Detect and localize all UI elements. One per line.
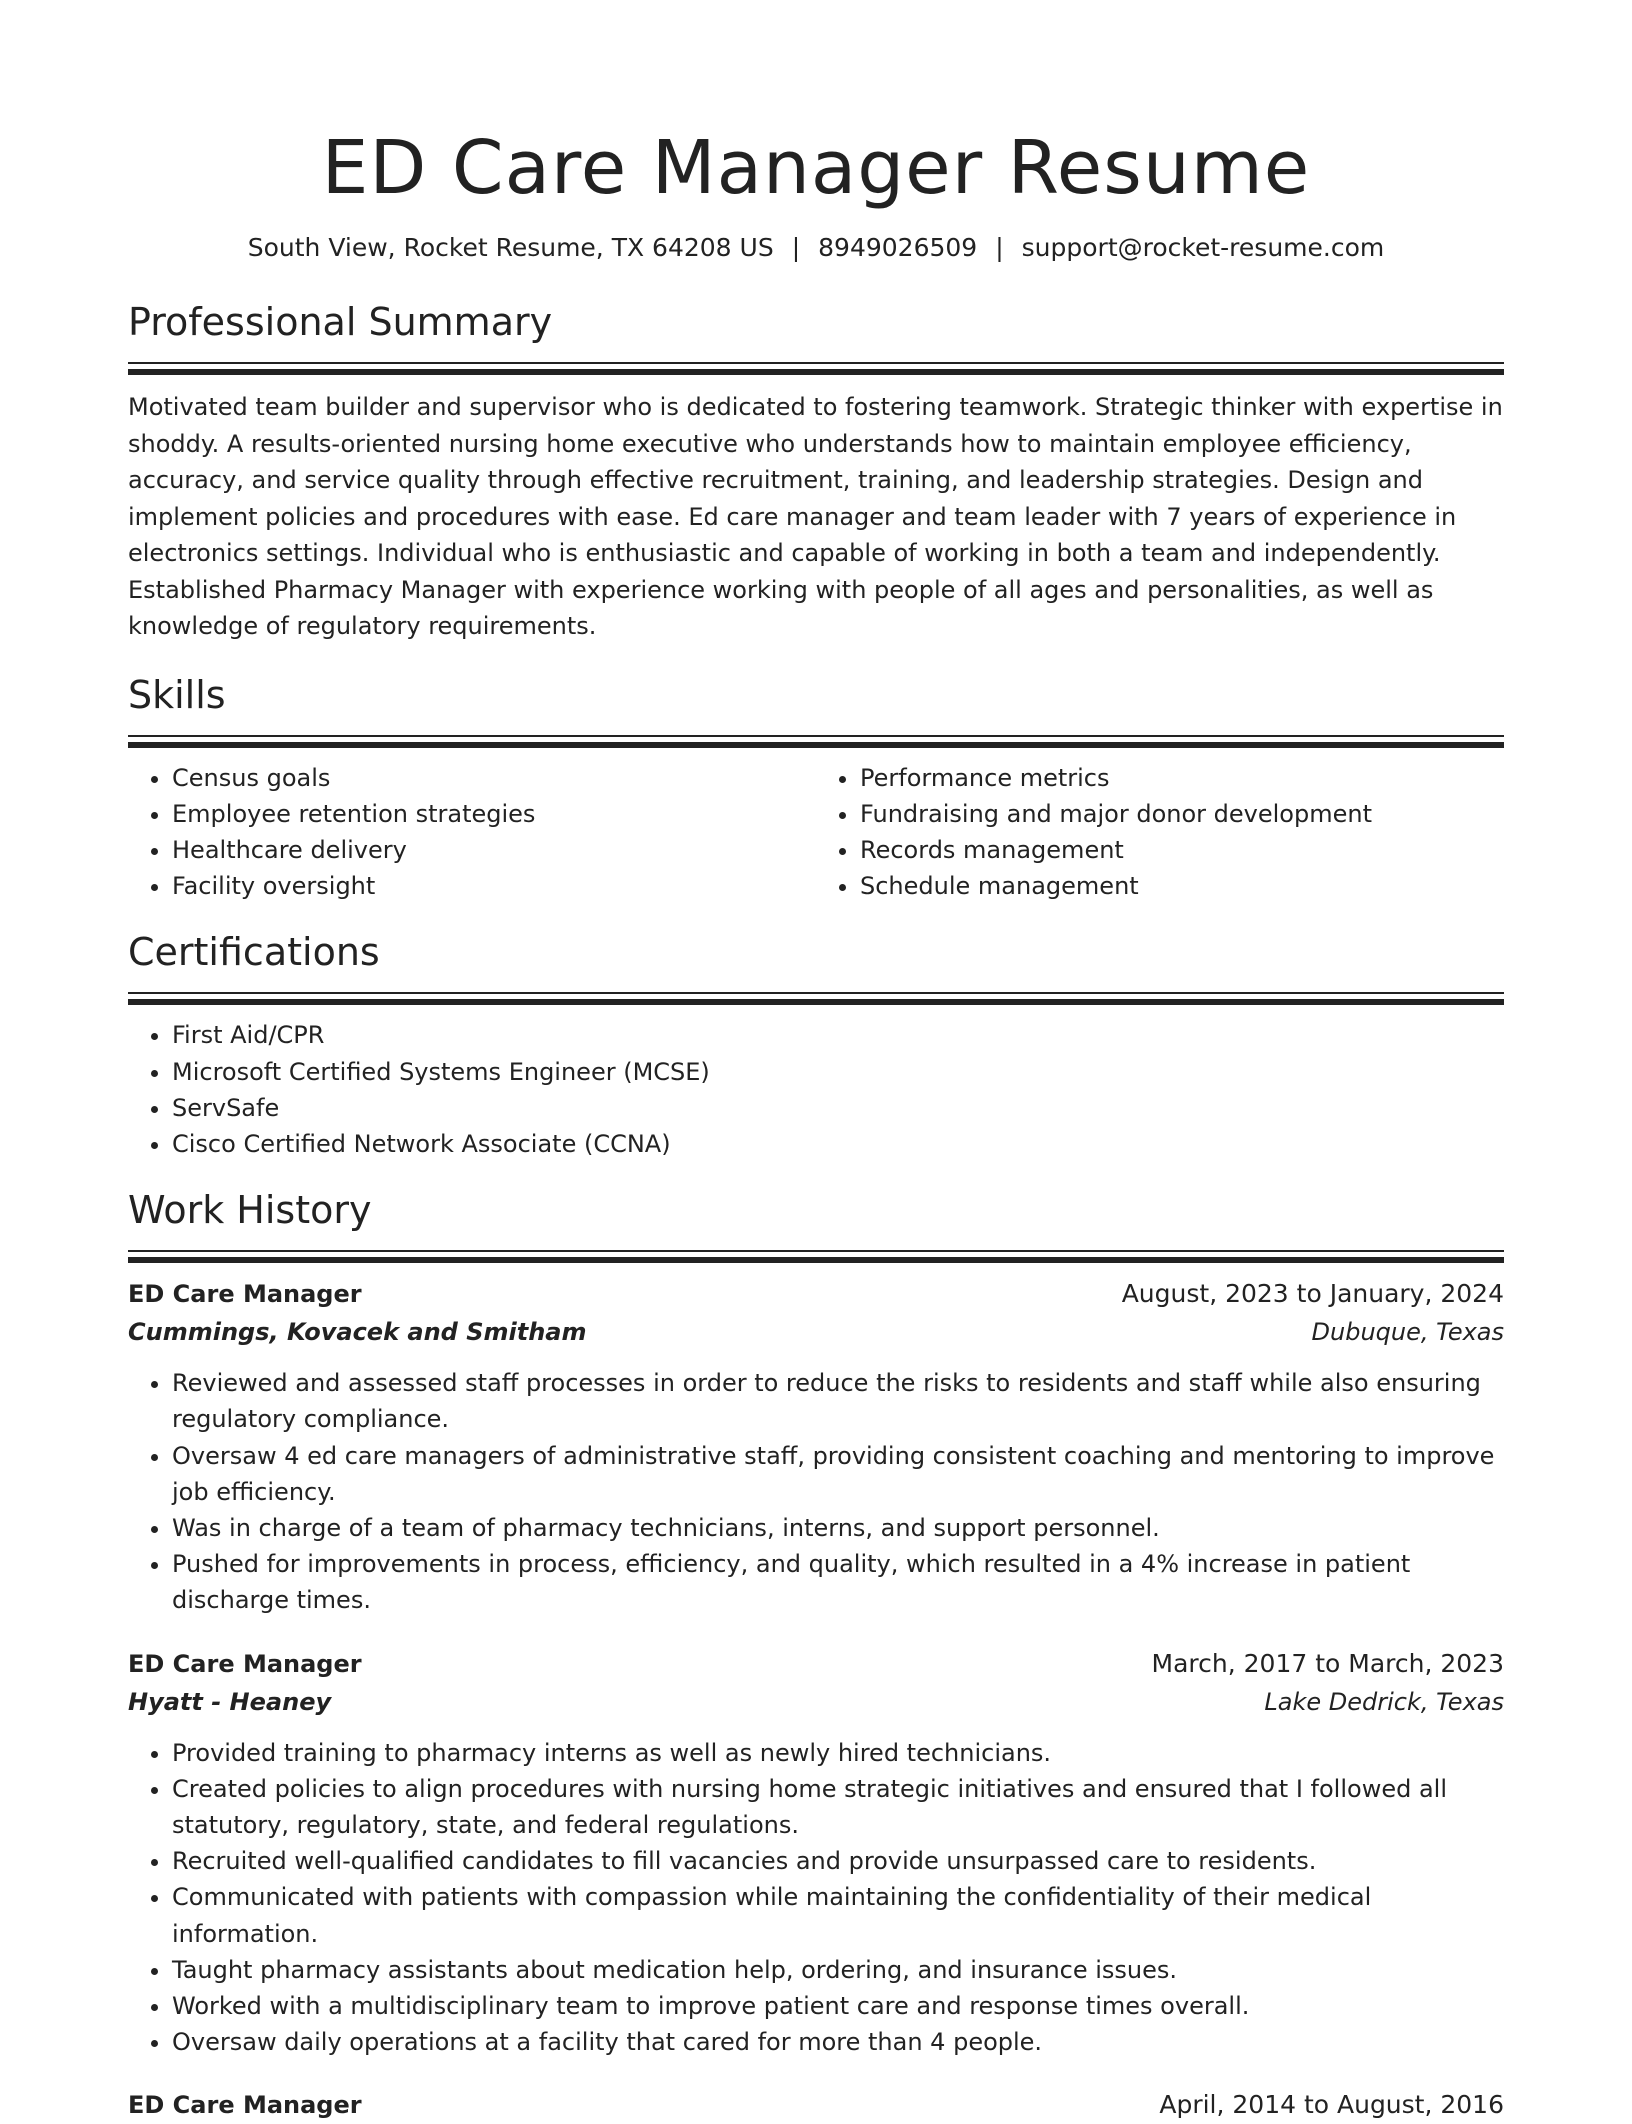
skill-item: • Fundraising and major donor development [860, 796, 1504, 832]
certifications-list [128, 1017, 1504, 1162]
contact-separator: | [995, 233, 1004, 262]
work-history-section [128, 1186, 1504, 2124]
job-bullet: • Pushed for improvements in process, efficiency, and quality, which resulted in a 4% increase in patient discharge times. [172, 1546, 1504, 1618]
certification-item: • Cisco Certified Network Associate (CCNA) [172, 1126, 1504, 1162]
job-entry [128, 2086, 1504, 2124]
skill-item: • Schedule management [860, 868, 1504, 904]
job-bullet: • Taught pharmacy assistants about medication help, ordering, and insurance issues. [172, 1952, 1504, 1988]
job-location: Dubuque, Texas [1311, 1318, 1504, 1347]
certification-item: • First Aid/CPR [172, 1017, 1504, 1053]
certifications-section [128, 928, 1504, 1162]
job-header-row [128, 1645, 1504, 1683]
skill-item: • Healthcare delivery [172, 832, 816, 868]
summary-section [128, 298, 1504, 645]
job-location: Lake Dedrick, Texas [1264, 1687, 1504, 1716]
skill-item: • Census goals [172, 760, 816, 796]
resume-title: ED Care Manager Resume [321, 125, 1311, 211]
certification-item: • Microsoft Certified Systems Engineer (MCSE) [172, 1054, 1504, 1090]
resume-page [128, 0, 1504, 2124]
contact-phone: 8949026509 [818, 233, 978, 262]
section-divider [128, 1250, 1504, 1265]
certification-item: • ServSafe [172, 1090, 1504, 1126]
job-company: Hyatt - Heaney [128, 1687, 332, 1716]
section-divider [128, 992, 1504, 1007]
section-divider [128, 362, 1504, 377]
job-bullets [128, 1365, 1504, 1618]
contact-separator: | [791, 233, 801, 262]
skills-section [128, 671, 1504, 905]
job-bullet: • Created policies to align procedures with nursing home strategic initiatives and ensured that I followed all statutory, regulatory, state, and federal regulations. [172, 1771, 1504, 1843]
job-title: ED Care Manager [128, 1280, 362, 1309]
section-heading-certifications: Certifications [128, 930, 380, 975]
skills-list-right [816, 760, 1504, 905]
job-title: ED Care Manager [128, 1649, 362, 1678]
job-dates: March, 2017 to March, 2023 [1151, 1648, 1504, 1678]
skills-grid [128, 760, 1504, 905]
job-bullet: • Oversaw daily operations at a facility that cared for more than 4 people. [172, 2024, 1504, 2060]
job-entry [128, 1275, 1504, 1618]
contact-address: South View, Rocket Resume, TX 64208 US [247, 233, 774, 262]
section-heading-work-history: Work History [128, 1188, 372, 1233]
job-header-row [128, 1275, 1504, 1313]
job-dates: August, 2023 to January, 2024 [1121, 1279, 1504, 1309]
skill-item: • Employee retention strategies [172, 796, 816, 832]
job-bullet: • Provided training to pharmacy interns as well as newly hired technicians. [172, 1735, 1504, 1771]
job-entry [128, 1645, 1504, 2061]
job-bullet: • Oversaw 4 ed care managers of administrative staff, providing consistent coaching and mentoring to improve job efficiency. [172, 1438, 1504, 1510]
job-dates: April, 2014 to August, 2016 [1159, 2090, 1504, 2120]
job-company-row [128, 1313, 1504, 1351]
contact-email: support@rocket-resume.com [1021, 233, 1385, 262]
skill-item: • Records management [860, 832, 1504, 868]
job-bullet: • Recruited well-qualified candidates to fill vacancies and provide unsurpassed care to residents. [172, 1843, 1504, 1879]
job-bullet: • Communicated with patients with compassion while maintaining the confidentiality of their medical information. [172, 1879, 1504, 1951]
job-bullet: • Was in charge of a team of pharmacy technicians, interns, and support personnel. [172, 1510, 1504, 1546]
job-bullet: • Reviewed and assessed staff processes in order to reduce the risks to residents and staff while also ensuring regulatory compliance. [172, 1365, 1504, 1437]
contact-line [128, 230, 1504, 266]
section-heading-skills: Skills [128, 672, 226, 717]
job-title: ED Care Manager [128, 2091, 362, 2120]
skill-item: • Facility oversight [172, 868, 816, 904]
section-heading-summary: Professional Summary [128, 300, 553, 344]
skill-item: • Performance metrics [860, 760, 1504, 796]
job-bullets [128, 1735, 1504, 2061]
job-header-row [128, 2086, 1504, 2124]
job-company: Cummings, Kovacek and Smitham [128, 1318, 587, 1347]
skills-list-left [128, 760, 816, 905]
job-bullet: • Worked with a multidisciplinary team to improve patient care and response times overall. [172, 1988, 1504, 2024]
summary-text: Motivated team builder and supervisor who is dedicated to fostering teamwork. Strategic thinker with expertise in shoddy. A results-oriented nursing home executive who understands how to maintain employee efficiency, accuracy, and service quality through effective recruitment, training, and leadership strategies. Design and implement policies and procedures with ease. Ed care manager and team leader with 7 years of experience in electronics settings. Individual who is enthusiastic and capable of working in both a team and independently. Established Pharmacy Manager with experience working with people of all ages and personalities, as well as knowledge of regulatory requirements. [128, 393, 1503, 640]
section-divider [128, 735, 1504, 750]
job-company-row [128, 1683, 1504, 1721]
